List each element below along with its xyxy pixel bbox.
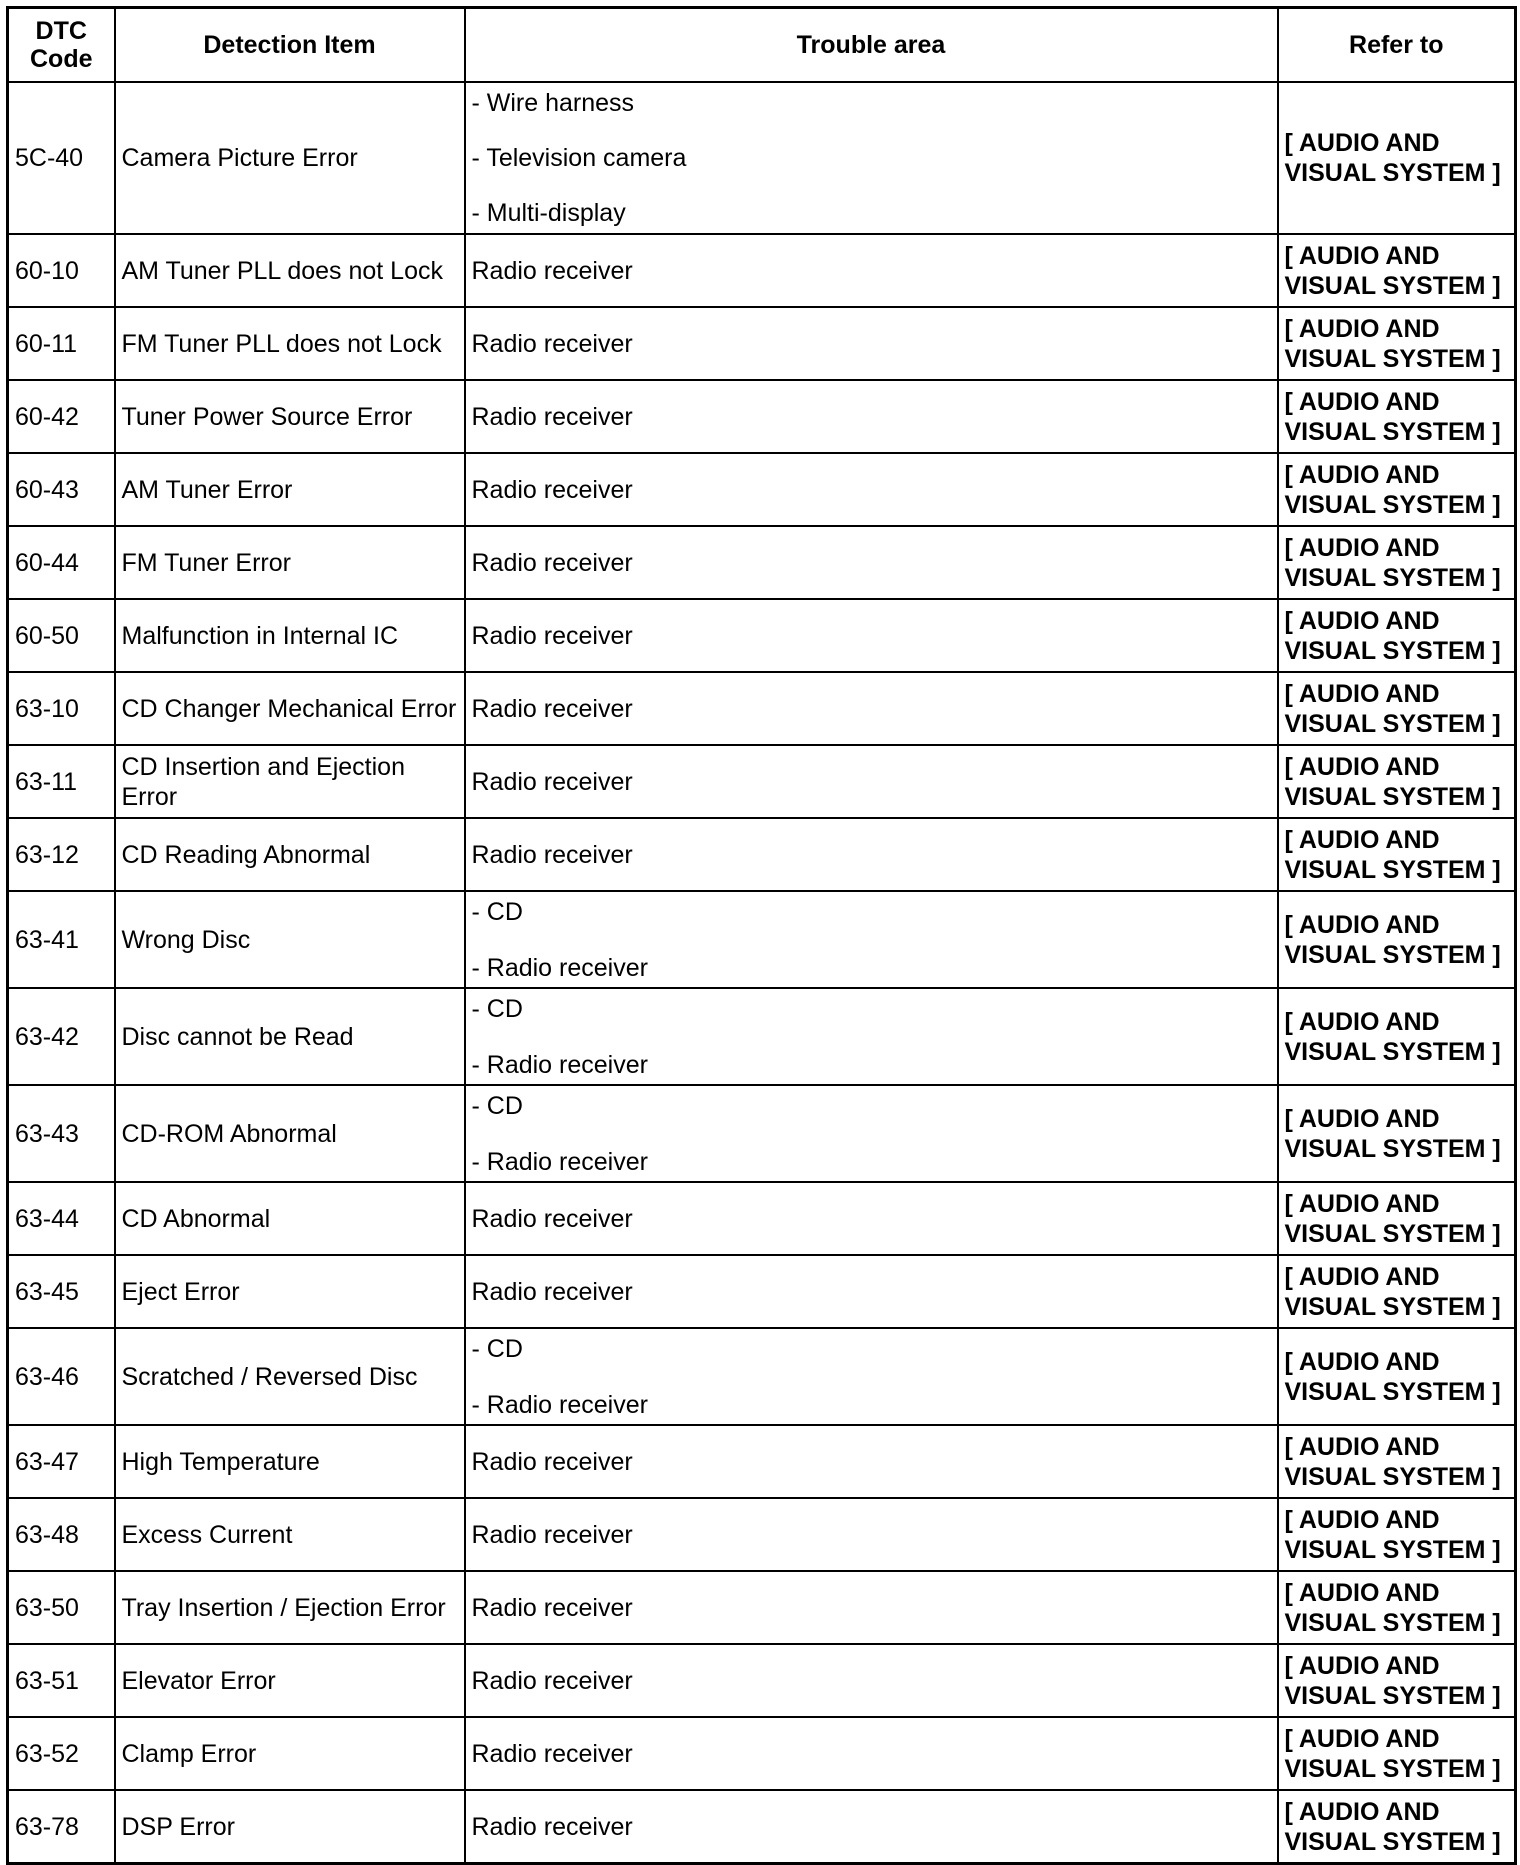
trouble-area-cell (465, 307, 1278, 380)
detection-item-cell: Clamp Error (115, 1717, 465, 1790)
refer-to-cell: [ AUDIO AND VISUAL SYSTEM ] (1278, 1328, 1516, 1425)
table-row (8, 599, 1516, 672)
trouble-area-line: - Radio receiver (471, 953, 648, 982)
trouble-area-cell (465, 1571, 1278, 1644)
trouble-area-line: Radio receiver (471, 1739, 633, 1768)
trouble-area-cell (465, 672, 1278, 745)
trouble-area-cell (465, 1425, 1278, 1498)
trouble-area-cell (465, 1498, 1278, 1571)
dtc-code-cell: 60-43 (8, 453, 115, 526)
trouble-area-line: - Television camera (471, 144, 687, 172)
dtc-code-cell: 63-47 (8, 1425, 115, 1498)
trouble-area-cell (465, 82, 1278, 234)
table-row (8, 82, 1516, 234)
detection-item-cell: DSP Error (115, 1790, 465, 1864)
trouble-area-line: Radio receiver (471, 1277, 633, 1306)
trouble-area-cell (465, 1790, 1278, 1864)
dtc-code-cell: 60-50 (8, 599, 115, 672)
header-dtc-code (8, 8, 115, 83)
refer-to-cell: [ AUDIO AND VISUAL SYSTEM ] (1278, 380, 1516, 453)
table-row (8, 453, 1516, 526)
trouble-area-line: Radio receiver (471, 1593, 633, 1622)
table-row (8, 891, 1516, 988)
trouble-area-cell (465, 891, 1278, 988)
trouble-area-cell (465, 988, 1278, 1085)
trouble-area-cell (465, 818, 1278, 891)
trouble-area-cell (465, 234, 1278, 307)
trouble-area-cell (465, 745, 1278, 818)
detection-item-cell: CD-ROM Abnormal (115, 1085, 465, 1182)
refer-to-cell: [ AUDIO AND VISUAL SYSTEM ] (1278, 745, 1516, 818)
detection-item-cell: AM Tuner Error (115, 453, 465, 526)
table-row (8, 1571, 1516, 1644)
dtc-code-cell: 5C-40 (8, 82, 115, 234)
table-row (8, 818, 1516, 891)
table-row (8, 380, 1516, 453)
trouble-area-line: Radio receiver (471, 1447, 633, 1476)
detection-item-cell: Malfunction in Internal IC (115, 599, 465, 672)
detection-item-cell: Disc cannot be Read (115, 988, 465, 1085)
trouble-area-cell (465, 1085, 1278, 1182)
detection-item-cell: Tray Insertion / Ejection Error (115, 1571, 465, 1644)
trouble-area-line: Radio receiver (471, 475, 633, 504)
refer-to-cell: [ AUDIO AND VISUAL SYSTEM ] (1278, 453, 1516, 526)
refer-to-cell: [ AUDIO AND VISUAL SYSTEM ] (1278, 1571, 1516, 1644)
trouble-area-cell (465, 1328, 1278, 1425)
trouble-area-cell (465, 453, 1278, 526)
detection-item-cell: Camera Picture Error (115, 82, 465, 234)
trouble-area-line: - CD (471, 994, 523, 1023)
dtc-table-container (6, 6, 1517, 1865)
dtc-code-cell: 63-11 (8, 745, 115, 818)
trouble-area-line: - CD (471, 897, 523, 926)
dtc-code-cell: 63-42 (8, 988, 115, 1085)
trouble-area-line: - Multi-display (471, 199, 626, 227)
refer-to-cell: [ AUDIO AND VISUAL SYSTEM ] (1278, 672, 1516, 745)
dtc-code-cell: 60-10 (8, 234, 115, 307)
refer-to-cell: [ AUDIO AND VISUAL SYSTEM ] (1278, 818, 1516, 891)
dtc-table (6, 6, 1517, 1865)
table-row (8, 1085, 1516, 1182)
trouble-area-line: Radio receiver (471, 402, 633, 431)
trouble-area-cell (465, 1644, 1278, 1717)
dtc-code-cell: 60-42 (8, 380, 115, 453)
refer-to-cell: [ AUDIO AND VISUAL SYSTEM ] (1278, 891, 1516, 988)
header-dtc-code-line1: DTC (35, 17, 87, 45)
trouble-area-line: Radio receiver (471, 329, 633, 358)
trouble-area-line: - Wire harness (471, 89, 635, 117)
trouble-area-line: - CD (471, 1091, 523, 1120)
header-detection-item: Detection Item (115, 8, 465, 83)
trouble-area-line: Radio receiver (471, 621, 633, 650)
detection-item-cell: CD Insertion and Ejection Error (115, 745, 465, 818)
refer-to-cell: [ AUDIO AND VISUAL SYSTEM ] (1278, 1717, 1516, 1790)
trouble-area-line: Radio receiver (471, 548, 633, 577)
dtc-code-cell: 63-51 (8, 1644, 115, 1717)
detection-item-cell: FM Tuner PLL does not Lock (115, 307, 465, 380)
table-row (8, 1425, 1516, 1498)
refer-to-cell: [ AUDIO AND VISUAL SYSTEM ] (1278, 82, 1516, 234)
detection-item-cell: Elevator Error (115, 1644, 465, 1717)
table-row (8, 1498, 1516, 1571)
detection-item-cell: CD Changer Mechanical Error (115, 672, 465, 745)
table-row (8, 1644, 1516, 1717)
refer-to-cell: [ AUDIO AND VISUAL SYSTEM ] (1278, 526, 1516, 599)
dtc-code-cell: 63-44 (8, 1182, 115, 1255)
dtc-code-cell: 60-44 (8, 526, 115, 599)
trouble-area-cell (465, 380, 1278, 453)
refer-to-cell: [ AUDIO AND VISUAL SYSTEM ] (1278, 234, 1516, 307)
trouble-area-cell (465, 1182, 1278, 1255)
table-row (8, 745, 1516, 818)
table-row (8, 1717, 1516, 1790)
dtc-code-cell: 60-11 (8, 307, 115, 380)
trouble-area-line: - Radio receiver (471, 1390, 648, 1419)
detection-item-cell: High Temperature (115, 1425, 465, 1498)
dtc-code-cell: 63-43 (8, 1085, 115, 1182)
detection-item-cell: CD Reading Abnormal (115, 818, 465, 891)
trouble-area-cell (465, 1717, 1278, 1790)
refer-to-cell: [ AUDIO AND VISUAL SYSTEM ] (1278, 1644, 1516, 1717)
refer-to-cell: [ AUDIO AND VISUAL SYSTEM ] (1278, 1255, 1516, 1328)
refer-to-cell: [ AUDIO AND VISUAL SYSTEM ] (1278, 1425, 1516, 1498)
trouble-area-line: Radio receiver (471, 840, 633, 869)
dtc-code-cell: 63-12 (8, 818, 115, 891)
refer-to-cell: [ AUDIO AND VISUAL SYSTEM ] (1278, 599, 1516, 672)
dtc-code-cell: 63-52 (8, 1717, 115, 1790)
table-row (8, 1790, 1516, 1864)
trouble-area-line: - Radio receiver (471, 1050, 648, 1079)
dtc-code-cell: 63-78 (8, 1790, 115, 1864)
refer-to-cell: [ AUDIO AND VISUAL SYSTEM ] (1278, 988, 1516, 1085)
trouble-area-line: - Radio receiver (471, 1147, 648, 1176)
detection-item-cell: Wrong Disc (115, 891, 465, 988)
dtc-code-cell: 63-10 (8, 672, 115, 745)
refer-to-cell: [ AUDIO AND VISUAL SYSTEM ] (1278, 307, 1516, 380)
table-row (8, 672, 1516, 745)
detection-item-cell: AM Tuner PLL does not Lock (115, 234, 465, 307)
dtc-code-cell: 63-45 (8, 1255, 115, 1328)
refer-to-cell: [ AUDIO AND VISUAL SYSTEM ] (1278, 1790, 1516, 1864)
trouble-area-line: Radio receiver (471, 256, 633, 285)
dtc-code-cell: 63-46 (8, 1328, 115, 1425)
table-row (8, 1182, 1516, 1255)
dtc-code-cell: 63-50 (8, 1571, 115, 1644)
trouble-area-line: Radio receiver (471, 694, 633, 723)
table-row (8, 526, 1516, 599)
table-row (8, 234, 1516, 307)
table-row (8, 1255, 1516, 1328)
trouble-area-line: Radio receiver (471, 767, 633, 796)
trouble-area-line: Radio receiver (471, 1204, 633, 1233)
table-header-row (8, 8, 1516, 83)
detection-item-cell: Tuner Power Source Error (115, 380, 465, 453)
detection-item-cell: Scratched / Reversed Disc (115, 1328, 465, 1425)
trouble-area-line: Radio receiver (471, 1520, 633, 1549)
trouble-area-line: Radio receiver (471, 1812, 633, 1841)
dtc-code-cell: 63-41 (8, 891, 115, 988)
table-body (8, 82, 1516, 1864)
dtc-code-cell: 63-48 (8, 1498, 115, 1571)
table-row (8, 988, 1516, 1085)
trouble-area-cell (465, 599, 1278, 672)
table-row (8, 1328, 1516, 1425)
table-row (8, 307, 1516, 380)
header-dtc-code-line2: Code (30, 45, 93, 73)
trouble-area-cell (465, 1255, 1278, 1328)
detection-item-cell: Eject Error (115, 1255, 465, 1328)
refer-to-cell: [ AUDIO AND VISUAL SYSTEM ] (1278, 1182, 1516, 1255)
trouble-area-cell (465, 526, 1278, 599)
detection-item-cell: Excess Current (115, 1498, 465, 1571)
header-refer-to: Refer to (1278, 8, 1516, 83)
refer-to-cell: [ AUDIO AND VISUAL SYSTEM ] (1278, 1498, 1516, 1571)
trouble-area-line: Radio receiver (471, 1666, 633, 1695)
detection-item-cell: CD Abnormal (115, 1182, 465, 1255)
detection-item-cell: FM Tuner Error (115, 526, 465, 599)
trouble-area-line: - CD (471, 1334, 523, 1363)
refer-to-cell: [ AUDIO AND VISUAL SYSTEM ] (1278, 1085, 1516, 1182)
header-trouble-area: Trouble area (465, 8, 1278, 83)
